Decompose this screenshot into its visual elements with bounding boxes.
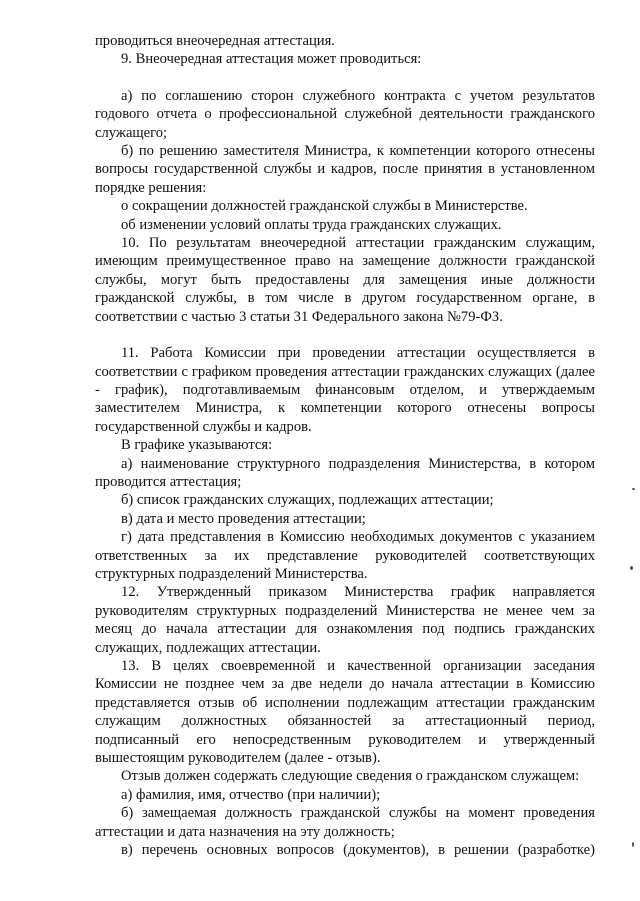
paragraph-11: 11. Работа Комиссии при проведении аттестации осуществляется в соответствии с графиком проведения аттестации гражданских служащих (далее - график), подготавливаемым финансовым отделом, и утверждаемым заместителем Министра, к компетенции которого отнесены вопросы государственной службы и кадров. <box>95 345 595 435</box>
paragraph-11b: б) список гражданских служащих, подлежащих аттестации; <box>121 492 494 509</box>
scan-speck <box>630 566 633 570</box>
paragraph-11-schedule: В графике указываются: <box>121 437 273 454</box>
paragraph-13: 13. В целях своевременной и качественной организации заседания Комиссии не позднее чем за две недели до начала аттестации в Комиссию представляется отзыв об исполнении подлежащим аттестации гражданским служащим должностных обязанностей за аттестационный период, подписанный его непосредственным руководителем и утвержденный вышестоящим руководителем (далее - отзыв). <box>95 658 595 767</box>
paragraph-9b: б) по решению заместителя Министра, к компетенции которого отнесены вопросы государственной службы и кадров, после принятия в установленном порядке решения: <box>95 143 595 196</box>
paragraph-13b: б) замещаемая должность гражданской службы на момент проведения аттестации и дата назначения на эту должность; <box>95 805 595 840</box>
paragraph-13a: а) фамилия, имя, отчество (при наличии); <box>121 786 381 803</box>
scan-speck <box>632 488 635 490</box>
paragraph-9b-1: о сокращении должностей гражданской службы в Министерстве. <box>121 198 528 215</box>
paragraph-11a: а) наименование структурного подразделения Министерства, в котором проводится аттестация; <box>95 455 595 490</box>
paragraph-12: 12. Утвержденный приказом Министерства график направляется руководителям структурных подразделений Министерства не менее чем за месяц до начала аттестации для ознакомления под подпись гражданских служащих, подлежащих аттестации. <box>95 584 595 656</box>
paragraph-11d: г) дата представления в Комиссию необходимых документов с указанием ответственных за их представление руководителей соответствующих структурных подразделений Министерства. <box>95 529 595 582</box>
document-page <box>95 32 595 859</box>
blank-line <box>95 326 595 344</box>
blank-line <box>95 69 595 87</box>
scan-speck <box>632 842 634 847</box>
paragraph-intro-tail: проводиться внеочередная аттестация. <box>95 33 335 49</box>
paragraph-9b-2: об изменении условий оплаты труда гражданских служащих. <box>121 216 502 233</box>
paragraph-13-review: Отзыв должен содержать следующие сведения о гражданском служащем: <box>121 768 580 785</box>
paragraph-11c: в) дата и место проведения аттестации; <box>121 510 366 527</box>
paragraph-10: 10. По результатам внеочередной аттестации гражданским служащим, имеющим преимущественное право на замещение должности гражданской службы, могут быть предоставлены для замещения иные должности гражданской службы, в том числе в другом государственном органе, в соответствии с частью 3 статьи 31 Федерального закона №79-ФЗ. <box>95 235 595 325</box>
paragraph-9-heading: 9. Внеочередная аттестация может проводиться: <box>121 51 422 68</box>
paragraph-9a: а) по соглашению сторон служебного контракта с учетом результатов годового отчета о профессиональной служебной деятельности гражданского служащего; <box>95 87 595 141</box>
paragraph-13c: в) перечень основных вопросов (документов), в решении (разработке) <box>121 842 595 859</box>
